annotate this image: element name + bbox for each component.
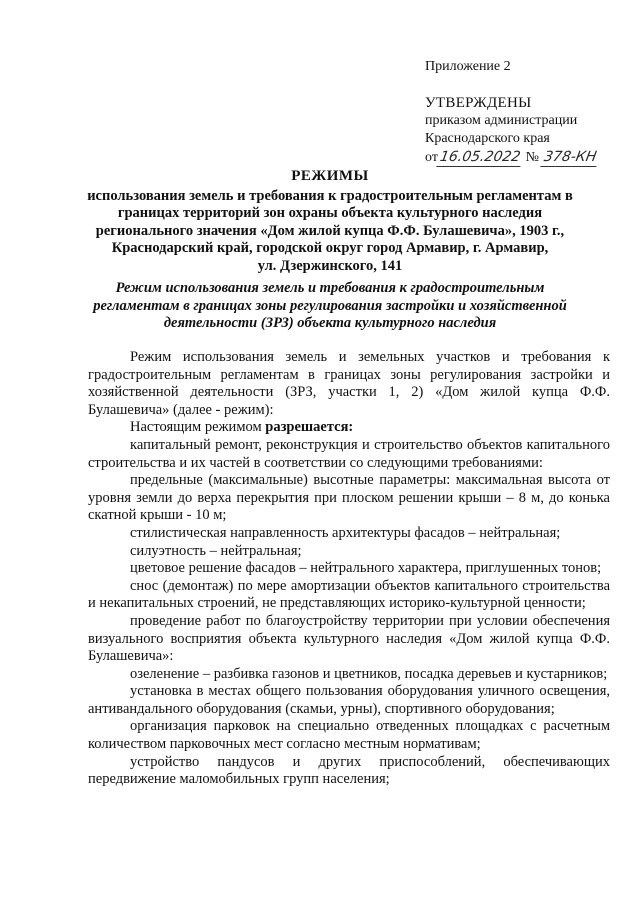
list-item: устройство пандусов и других приспособлений, обеспечивающих передвижение маломобильных групп населения;: [88, 753, 610, 788]
order-line-2: Краснодарского края: [425, 131, 550, 146]
approved-label: УТВЕРЖДЕНЫ: [425, 95, 532, 111]
order-line-1: приказом администрации: [425, 113, 578, 128]
list-item: озеленение – разбивка газонов и цветников, посадка деревьев и кустарников;: [130, 665, 608, 682]
list-item: силуэтность – нейтральная;: [130, 542, 302, 559]
handwritten-date: 16.05.2022: [436, 148, 524, 167]
appendix-label: Приложение 2: [425, 59, 511, 74]
approval-block: [425, 58, 630, 167]
list-item: стилистическая направленность архитектуры фасадов – нейтральная;: [130, 524, 561, 541]
allowed-prefix: Настоящим режимом: [130, 419, 266, 436]
list-item: проведение работ по благоустройству территории при условии обеспечения визуального восприятия объекта культурного наследия «Дом жилой купца Ф.Ф. Булашевича»:: [88, 612, 610, 665]
allowed-bold: разрешается:: [265, 419, 354, 436]
title-line: использования земель и требования к градостроительным регламентам в: [87, 187, 573, 204]
list-item: цветовое решение фасадов – нейтрального характера, приглушенных тонов;: [130, 560, 602, 577]
date-prefix: от: [425, 150, 438, 165]
title-line: Краснодарский край, городской округ город Армавир, г. Армавир,: [111, 240, 549, 256]
intro-paragraph: Режим использования земель и земельных участков и требования к градостроительным регламентам в границах зоны регулирования застройки и хозяйственной деятельности (ЗРЗ, участки 1, 2) «Дом жилой купца Ф.Ф. Булашевича» (далее - режим):: [88, 349, 610, 418]
number-prefix: №: [525, 150, 539, 165]
section-subtitle: [60, 280, 600, 333]
handwritten-number: 378-КН: [541, 148, 601, 167]
document-body: [88, 349, 610, 789]
title-line: границах территорий зон охраны объекта культурного наследия: [117, 205, 543, 221]
date-number-line: [425, 148, 630, 167]
list-item: предельные (максимальные) высотные параметры: максимальная высота от уровня земли до верха перекрытия при плоском решении крыши – 8 м, до конька скатной крыши - 10 м;: [88, 472, 610, 524]
list-item: капитальный ремонт, реконструкция и строительство объектов капитального строительства и их частей в соответствии со следующими требованиями:: [88, 436, 610, 471]
title-main: РЕЖИМЫ: [291, 168, 369, 184]
allowed-paragraph: [88, 419, 610, 437]
list-item: организация парковок на специально отведенных площадках с расчетным количеством парковочных мест согласно местным нормативам;: [88, 718, 610, 753]
title-line: ул. Дзержинского, 141: [257, 257, 403, 274]
list-item: установка в местах общего пользования оборудования уличного освещения, антивандального оборудования (скамьи, урны), спортивного оборудования;: [88, 683, 610, 717]
subtitle-line: Режим использования земель и требования к градостроительным: [115, 280, 545, 296]
subtitle-line: деятельности (ЗРЗ) объекта культурного наследия: [163, 315, 497, 331]
subtitle-line: регламентам в границах зоны регулирования застройки и хозяйственной: [93, 297, 567, 314]
list-item: снос (демонтаж) по мере амортизации объектов капитального строительства и некапитальных строений, не представляющих историко-культурной ценности;: [88, 577, 610, 612]
document-title: [60, 168, 600, 275]
title-line: регионального значения «Дом жилой купца Ф.Ф. Булашевича», 1903 г.,: [95, 222, 565, 239]
